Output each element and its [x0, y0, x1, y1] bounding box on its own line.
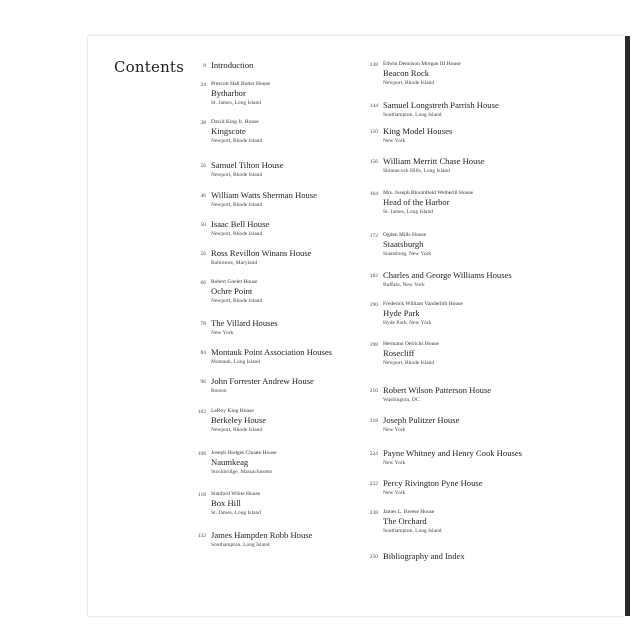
toc-entry-title: Beacon Rock — [383, 68, 430, 78]
toc-entry-subtitle: Frederick William Vanderbilt House — [383, 301, 463, 307]
toc-entry-title: John Forrester Andrew House — [211, 376, 314, 386]
toc-entry-subtitle: Ogden Mills House — [383, 232, 427, 238]
toc-entry-title: James Hampden Robb House — [211, 530, 313, 540]
toc-page-number: 238 — [369, 510, 378, 516]
toc-entry-subtitle: Mrs. Joseph Bloomfield Wetherill House — [383, 190, 474, 196]
toc-entry-title: Charles and George Williams Houses — [383, 270, 512, 280]
toc-page-number: 24 — [200, 82, 206, 88]
toc-entry-location: Newport, Rhode Island — [211, 231, 263, 237]
toc-entry-location: Southampton, Long Island — [383, 528, 442, 534]
toc-page-number: 118 — [197, 492, 206, 498]
toc-entry-text — [211, 160, 284, 179]
toc-entry-location: New York — [383, 460, 406, 466]
toc-entry-text — [211, 60, 253, 71]
toc-entry-text — [211, 490, 261, 517]
toc-page-number: 210 — [369, 388, 378, 394]
toc-entry-location: St. James, Long Island — [383, 209, 433, 215]
toc-entry-text — [383, 340, 439, 367]
toc-entry-subtitle: Prescott Hall Butler House — [211, 81, 271, 87]
toc-entry-location: Boston — [211, 388, 227, 394]
toc-page-number: 96 — [200, 379, 206, 385]
toc-entry-title: The Villard Houses — [211, 318, 278, 328]
toc-page-number: 218 — [369, 418, 378, 424]
page-title: Contents — [114, 58, 185, 76]
toc-entry-text — [211, 530, 312, 549]
toc-entry-text — [383, 478, 483, 497]
toc-entry-text — [211, 318, 278, 337]
toc-entry-title: Robert Wilson Patterson House — [383, 385, 492, 395]
toc-entry-location: St. James, Long Island — [211, 100, 261, 106]
toc-entry-subtitle: Hermann Oelrichs House — [383, 341, 439, 347]
toc-entry-location: New York — [383, 490, 406, 496]
toc-entry-text — [383, 300, 463, 327]
toc-page-number: 232 — [369, 481, 378, 487]
toc-entry-text — [383, 100, 499, 119]
toc-entry-location: Washington, DC — [383, 397, 420, 403]
toc-entry-location: New York — [211, 330, 234, 336]
toc-page-number: 224 — [369, 451, 378, 457]
toc-entry-location: Staatsburg, New York — [383, 251, 432, 257]
toc-entry-title: The Orchard — [383, 516, 427, 526]
toc-page-number: 108 — [197, 451, 206, 457]
toc-entry-title: Ochre Point — [211, 286, 253, 296]
toc-entry-subtitle: Joseph Hodges Choate House — [211, 450, 277, 456]
toc-entry-subtitle: David King Jr. House — [211, 119, 259, 125]
toc-entry-title: Montauk Point Association Houses — [211, 347, 333, 357]
toc-entry-text — [383, 448, 522, 467]
toc-entry-title: Ross Revillon Winans House — [211, 248, 312, 258]
toc-page-number: 164 — [369, 191, 378, 197]
toc-entry-title: Isaac Bell House — [211, 219, 270, 229]
toc-entry-location: Newport, Rhode Island — [211, 427, 263, 433]
toc-page-number: 50 — [200, 222, 206, 228]
toc-entry-text — [211, 278, 262, 305]
toc-entry-text — [211, 219, 269, 238]
toc-entry-title: William Watts Sherman House — [211, 190, 317, 200]
toc-entry-title: Berkeley House — [211, 415, 267, 425]
toc-entry-text — [383, 415, 459, 434]
toc-entry-title: Payne Whitney and Henry Cook Houses — [383, 448, 522, 458]
toc-page-number: 66 — [200, 280, 206, 286]
toc-page-number: 182 — [369, 273, 378, 279]
toc-page-number: 84 — [200, 350, 206, 356]
toc-entry-location: Newport, Rhode Island — [211, 298, 263, 304]
toc-entry-location: St. James, Long Island — [211, 510, 261, 516]
toc-page-number: 46 — [200, 193, 206, 199]
toc-entry-text — [383, 60, 461, 87]
toc-entry-title: Joseph Pulitzer House — [383, 415, 460, 425]
toc-entry-title: William Merritt Chase House — [383, 156, 485, 166]
toc-entry-title: Bytharbor — [211, 88, 246, 98]
toc-page-number: 56 — [200, 251, 206, 257]
toc-page-number: 198 — [369, 342, 378, 348]
toc-entry-subtitle: James L. Breese House — [383, 509, 435, 515]
toc-entry-subtitle: Edwin Dennison Morgan III House — [383, 61, 461, 67]
toc-entry-text — [211, 190, 317, 209]
book-page — [88, 36, 625, 616]
toc-entry-location: Newport, Rhode Island — [383, 80, 435, 86]
toc-entry-text — [383, 156, 485, 175]
toc-entry-title: King Model Houses — [383, 126, 453, 136]
toc-entry-location: Hyde Park, New York — [383, 320, 432, 326]
toc-entry-text — [383, 126, 452, 145]
toc-page-number: 56 — [200, 163, 206, 169]
toc-entry-subtitle: LeRoy King House — [211, 408, 254, 414]
toc-entry-location: Baltimore, Maryland — [211, 260, 258, 266]
toc-entry-location: Buffalo, New York — [383, 282, 425, 288]
toc-entry-location: Southampton, Long Island — [383, 112, 442, 118]
toc-page-number: 250 — [369, 554, 378, 560]
toc-entry-title: Samuel Longstreth Parrish House — [383, 100, 499, 110]
toc-entry-location: Newport, Rhode Island — [383, 360, 435, 366]
toc-page-number: 156 — [369, 159, 378, 165]
toc-entry-location: Stockbridge, Massachusetts — [211, 469, 273, 475]
toc-page-number: 150 — [369, 129, 378, 135]
toc-entry-title: Box Hill — [211, 498, 241, 508]
toc-entry-title: Head of the Harbor — [383, 197, 450, 207]
toc-page-number: 8 — [203, 63, 206, 69]
toc-entry-text — [211, 449, 277, 476]
toc-entry-text — [383, 385, 491, 404]
toc-page-number: 132 — [197, 533, 206, 539]
toc-page-number: 138 — [369, 62, 378, 68]
toc-entry-text — [383, 270, 512, 289]
toc-entry-text — [211, 376, 314, 395]
toc-page-number: 78 — [200, 321, 206, 327]
toc-entry-location: Southampton, Long Island — [211, 542, 270, 548]
toc-entry-title: Naumkeag — [211, 457, 249, 467]
toc-entry-text — [383, 508, 442, 535]
toc-entry-location: New York — [383, 427, 406, 433]
toc-page-number: 172 — [369, 233, 378, 239]
toc-page-number: 144 — [369, 103, 378, 109]
toc-entry-location: Newport, Rhode Island — [211, 138, 263, 144]
toc-entry-text — [211, 248, 311, 267]
toc-entry-text — [383, 231, 431, 258]
toc-entry-location: Montauk, Long Island — [211, 359, 261, 365]
toc-entry-location: Shinnecock Hills, Long Island — [383, 168, 450, 174]
toc-entry-text — [383, 551, 465, 562]
toc-entry-title: Rosecliff — [383, 348, 415, 358]
toc-entry-text — [211, 80, 270, 107]
toc-entry-location: Newport, Rhode Island — [211, 202, 263, 208]
toc-entry-title: Kingscote — [211, 126, 246, 136]
toc-entry-text — [211, 407, 266, 434]
toc-entry-subtitle: Robert Goelet House — [211, 279, 258, 285]
toc-entry-text — [211, 118, 262, 145]
toc-entry-title: Percy Rivington Pyne House — [383, 478, 483, 488]
toc-entry-title: Staatsburgh — [383, 239, 424, 249]
toc-entry-location: Newport, Rhode Island — [211, 172, 263, 178]
toc-entry-title: Hyde Park — [383, 308, 420, 318]
toc-entry-title: Bibliography and Index — [383, 551, 465, 561]
toc-page-number: 102 — [197, 409, 206, 415]
toc-entry-subtitle: Stanford White House — [211, 491, 261, 497]
toc-entry-text — [211, 347, 332, 366]
toc-entry-location: New York — [383, 138, 406, 144]
toc-entry-text — [383, 189, 473, 216]
toc-entry-title: Introduction — [211, 60, 254, 70]
toc-page-number: 38 — [200, 120, 206, 126]
toc-page-number: 190 — [369, 302, 378, 308]
toc-entry-title: Samuel Tilton House — [211, 160, 284, 170]
